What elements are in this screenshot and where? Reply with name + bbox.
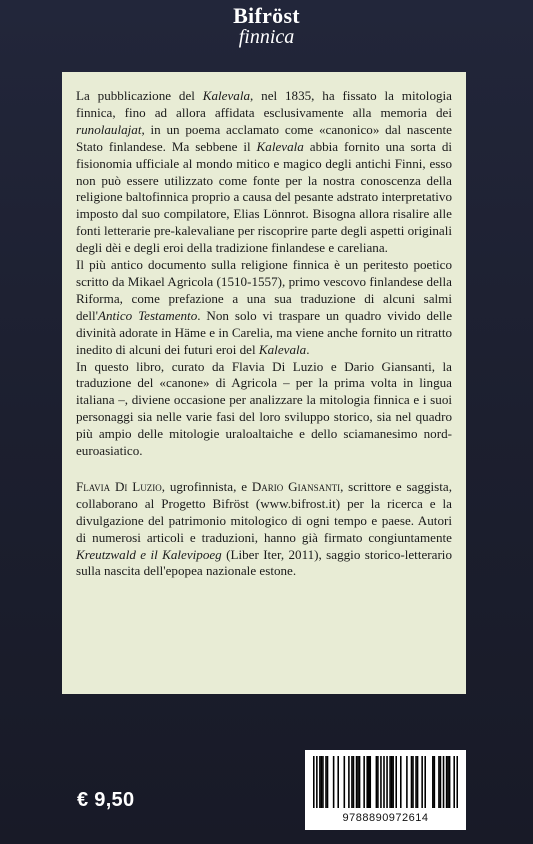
barcode-bar: [406, 756, 408, 808]
text-run: Antico Testamento: [98, 307, 198, 323]
barcode-bar: [446, 756, 448, 808]
text-run: .: [306, 341, 310, 357]
text-run: (Liber Iter, 2011), saggio storico-letterario sulla nascita dell'epopea nazionale estone.: [76, 546, 452, 579]
barcode-bar: [383, 756, 385, 808]
barcode-bar: [417, 756, 419, 808]
barcode-bar: [412, 756, 414, 808]
barcode-bar: [411, 756, 413, 808]
series-name: finnica: [238, 26, 295, 48]
barcode-bar: [327, 756, 329, 808]
barcode-bar: [432, 756, 434, 808]
text-run: , in un poema acclamato come «canonico» dal nascente Stato finlandese. Ma sebbene il: [76, 121, 452, 154]
text-run: In questo libro, curato da Flavia Di Luzio e Dario Giansanti, la traduzione del «canone» di Agricola – per la prima volta in lingua italiana –, diviene occasione per analizzare la mitologia finnica e i suoi personaggi sia nelle varie fasi del loro sviluppo storico, sia nel quadro più ampio delle mitologie uraloaltaiche e dello sciamanesimo nord-euroasiatico.: [76, 358, 452, 459]
text-run: , ugrofinnista, e: [161, 478, 252, 494]
barcode-bar: [319, 756, 321, 808]
barcode-bar: [348, 756, 350, 808]
text-run: , nel 1835, ha fissato la mitologia finnica, fino ad allora affidata esclusivamente alla memoria dei: [76, 88, 452, 120]
barcode-bar: [366, 756, 368, 808]
blurb-paragraph-1: [76, 88, 452, 257]
text-run: , scrittore e saggista, collaborano al Progetto Bifröst (www.bifrost.it) per la ricerca e la divulgazione del patrimonio mitologico di ogni tempo e paese. Autori di numerosi articoli e traduzioni, hanno già firmato congiuntamente: [76, 478, 452, 545]
blurb-paragraph-2: [76, 257, 452, 358]
barcode-bar: [357, 756, 359, 808]
barcode-bar: [449, 756, 451, 808]
text-run: Flavia Di Luzio: [76, 478, 162, 494]
barcode-bar: [438, 756, 440, 808]
blurb-panel: [62, 72, 466, 694]
barcode-bar: [380, 756, 382, 808]
barcode-bar: [400, 756, 402, 808]
barcode-bar: [369, 756, 371, 808]
publisher-name: Bifröst: [233, 3, 300, 28]
barcode-bar: [353, 756, 355, 808]
text-run: Dario Giansanti: [251, 478, 341, 494]
barcode: [305, 750, 466, 830]
text-run: Kalevala: [202, 88, 251, 103]
price-label: € 9,50: [77, 789, 135, 811]
barcode-bar: [386, 756, 388, 808]
barcode-bar: [443, 756, 445, 808]
barcode-bar: [424, 756, 426, 808]
text-run: La pubblicazione del: [76, 88, 203, 103]
barcode-bar: [377, 756, 379, 808]
barcode-bar: [351, 756, 353, 808]
barcode-bar: [389, 756, 391, 808]
text-run: runolaulajat: [76, 121, 142, 137]
text-run: Kreutzwald e il Kalevipoeg: [76, 546, 222, 562]
publisher-logo: [0, 4, 533, 47]
barcode-bar: [421, 756, 423, 808]
barcode-bar: [440, 756, 442, 808]
barcode-bar: [376, 756, 378, 808]
barcode-bars: [313, 756, 458, 808]
barcode-bar: [453, 756, 455, 808]
barcode-bar: [316, 756, 318, 808]
barcode-bar: [333, 756, 335, 808]
text-run: Kalevala: [258, 341, 307, 357]
barcode-bar: [456, 756, 458, 808]
blurb-paragraph-3: [76, 359, 452, 460]
text-run: . Non solo vi traspare un quadro vivido delle divinità adorate in Häme e in Carelia, ma viene anche fornito un ritratto inedito di alcuni dei futuri eroi del: [76, 307, 453, 357]
barcode-bar: [368, 756, 370, 808]
barcode-bar: [325, 756, 327, 808]
barcode-bar: [321, 756, 323, 808]
barcode-bar: [395, 756, 397, 808]
barcode-bar: [313, 756, 315, 808]
barcode-bar: [447, 756, 449, 808]
barcode-bar: [322, 756, 324, 808]
text-run: abbia fornito una sorta di fisionomia ufficiale al mondo mitico e magico degli antichi Finni, esso non può essere utilizzato come fonte per la nostra conoscenza della religione baltofinnica proprio a causa del pesante adstrato interpretativo imposto dal suo compilatore, Elias Lönnrot. Bisogna allora risalire alle fonti letterarie pre-kalevaliane per riscoprire parte degli aspetti originali degli dèi e degli eroi della tradizione finlandese e careliana.: [76, 138, 453, 256]
barcode-bar: [415, 756, 417, 808]
isbn-number: 9788890972614: [342, 812, 429, 824]
text-run: Il più antico documento sulla religione finnica è un peritesto poetico scritto da Mikael Agricola (1510-1557), primo vescovo finlandese della Riforma, come prefazione a una sua traduzione di alcuni salmi dell': [76, 257, 452, 323]
text-run: Kalevala: [256, 138, 304, 154]
barcode-bar: [391, 756, 393, 808]
barcode-bar: [337, 756, 339, 808]
barcode-bar: [392, 756, 394, 808]
barcode-bar: [359, 756, 361, 808]
barcode-bar: [363, 756, 365, 808]
authors-bio: [76, 479, 452, 580]
barcode-bar: [434, 756, 436, 808]
barcode-bar: [356, 756, 358, 808]
barcode-bar: [344, 756, 346, 808]
